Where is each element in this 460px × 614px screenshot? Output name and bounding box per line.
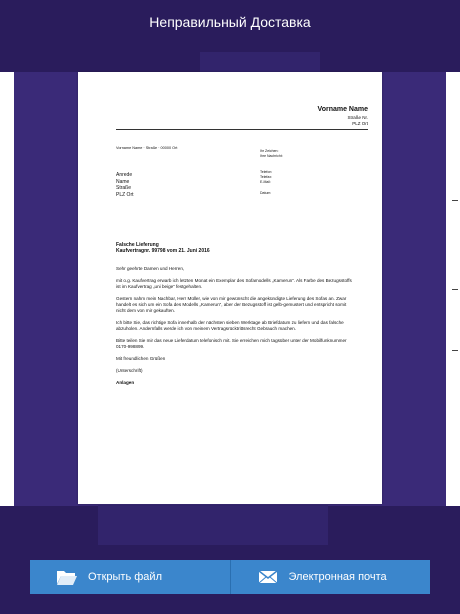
salutation: Sehr geehrte Damen und Herren, [116, 266, 185, 271]
contact-fields [260, 170, 272, 196]
letter-body [116, 266, 356, 392]
carousel-shadow-bottom [98, 505, 328, 545]
meta-label: Telefon: [260, 170, 273, 174]
meta-label: E-Mail: [260, 180, 271, 185]
paragraph: Gestern nahm mein Nachbar, Herr Müller, wie von mir gewünscht die angekündigte Lieferung des Sofas an. Zwar handelt es sich um ein Sofa des Modells „Kamerun“, aber der Bezugsstoff ist gelb-gemustert und entspricht somit nicht dem von mir gekauften. [116, 296, 347, 313]
fold-mark [452, 200, 458, 201]
carousel-shadow-top [200, 52, 320, 74]
paragraph: Bitte teilen Sie mir das neue Lieferdatum telefonisch mit. Sie erreichen mich tagsüber unter der Mobilfunknummer 0170-998899. [116, 338, 347, 349]
paragraph: Ich bitte Sie, das richtige Sofa innerhalb der nächsten sieben Werktage ab Briefdatum zu liefern und das falsche abzuholen. Andernfalls werde ich von meinem Vertragsrücktrittsrecht Gebrauch machen. [116, 320, 344, 331]
email-button[interactable] [231, 560, 431, 594]
email-label: Электронная почта [288, 571, 387, 583]
sender-street: Straße Nr. [347, 115, 368, 120]
header-separator [116, 129, 368, 130]
reference-fields [260, 149, 283, 159]
folder-open-icon [56, 568, 78, 586]
attachments-label: Anlagen [116, 380, 135, 385]
envelope-icon [257, 568, 279, 586]
open-file-button[interactable] [30, 560, 230, 594]
bottom-toolbar [30, 560, 430, 594]
return-address-line: Vorname Name · Straße · 00000 Ort [116, 146, 178, 150]
subject-line: Kaufvertragnr. 99798 vom 21. Juni 2016 [116, 248, 210, 255]
recipient-address [116, 172, 134, 198]
recipient-line: PLZ Ort [116, 191, 134, 198]
recipient-line: Straße [116, 185, 132, 192]
sender-city: PLZ Ort [352, 121, 368, 126]
subject-line: Falsche Lieferung [116, 242, 159, 248]
letter-subject [116, 242, 210, 255]
fold-mark [452, 289, 458, 290]
sender-name: Vorname Name [317, 106, 368, 113]
meta-label: Datum: [260, 190, 272, 195]
letter-document[interactable] [78, 72, 382, 504]
sender-address [347, 115, 368, 127]
recipient-line: Name [116, 178, 130, 185]
closing: Mit freundlichen Grüßen [116, 356, 166, 361]
open-file-label: Открыть файл [88, 571, 162, 583]
meta-label: Ihr Zeichen: [260, 149, 279, 153]
meta-label: Telefax: [260, 175, 273, 180]
fold-mark [452, 350, 458, 351]
paragraph: mit o.g. Kaufvertrag erwarb ich letzten Monat ein Exemplar des Sofamodells „Kamerun“. Als Farbe des Bezugsstoffs ist im Kaufvertrag „uni beige“ festgehalten. [116, 278, 352, 289]
page-title: Неправильный Доставка [149, 14, 311, 30]
recipient-line: Anrede [116, 172, 133, 178]
meta-label: Ihre Nachricht: [260, 154, 283, 158]
previous-document-page[interactable] [0, 72, 14, 506]
signature-placeholder: (Unterschrift) [116, 368, 143, 373]
